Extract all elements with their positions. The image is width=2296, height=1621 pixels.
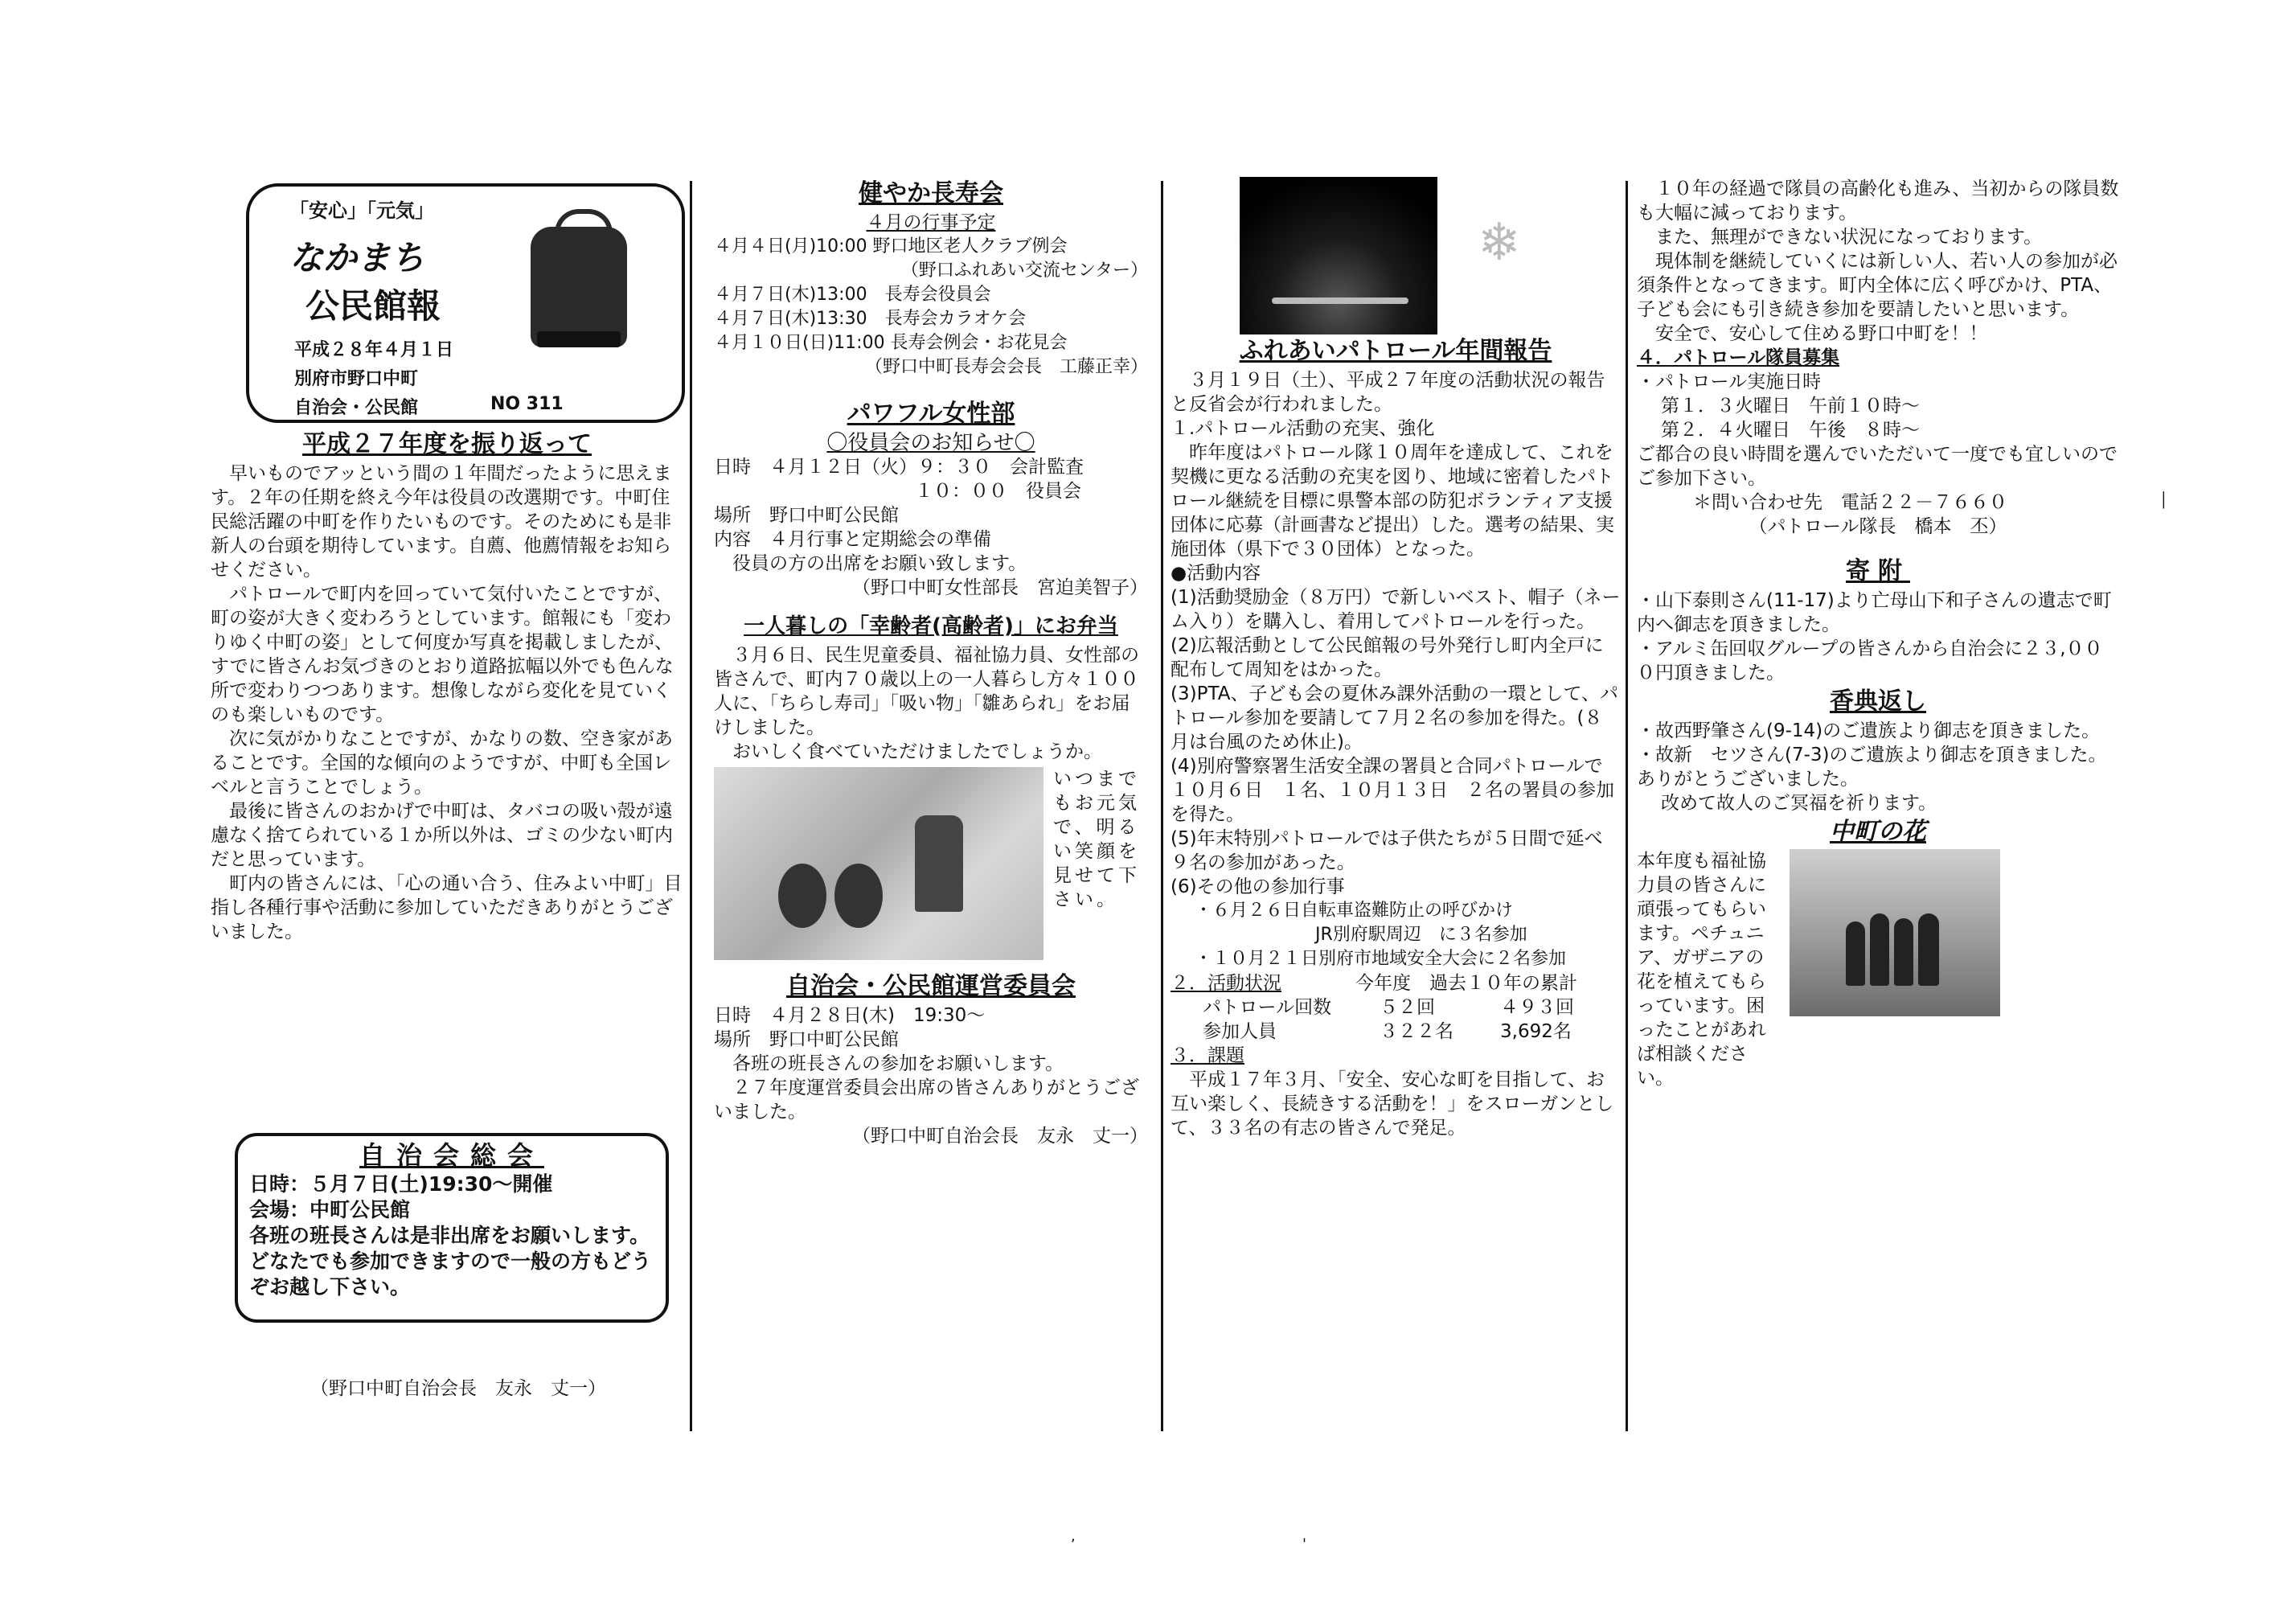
masthead-title-1: なかまち — [289, 238, 425, 277]
continued-paragraph: また、無理ができない状況になっております。 — [1655, 227, 2043, 248]
bento-row — [714, 767, 1148, 960]
reflection-heading: 平成２７年度を振り返って — [302, 430, 592, 458]
snowflake-icon: ❄ — [1478, 213, 1521, 273]
status-this-year: ５２回 — [1380, 997, 1435, 1018]
activity-item: (6)その他の参加行事 — [1171, 876, 1345, 897]
memorial-line: ・故新 セツさん(7-3)のご遺族より御志を頂きました。 ありがとうございました。 — [1637, 745, 2117, 790]
reflection-paragraph: 最後に皆さんのおかげで中町は、タバコの吸い殻が遠慮なく捨てられている１か所以外は、ゴミの少ない町内だと思っています。 — [211, 801, 673, 870]
women-line: 日時 ４月１２日（火）９：３０ 会計監査 — [714, 457, 1084, 478]
col1-signature-wrap — [241, 1377, 675, 1401]
bento-paragraph: ３月６日、民生児童委員、福祉協力員、女性部の皆さんで、町内７０歳以上の一人暮らし方々１００人に、「ちらし寿司」「吸い物」「雛あられ」をお届けしました。 — [714, 645, 1139, 738]
longevity-line: ４月７日(木)13:00 長寿会役員会 — [714, 285, 991, 305]
general-meeting-line: 日時：５月７日(土)19:30～開催 — [249, 1172, 553, 1196]
women-subtitle: 〇役員会のお知らせ〇 — [826, 431, 1035, 455]
flower-title: 中町の花 — [1830, 818, 1926, 846]
status-total: 3,692名 — [1500, 1021, 1572, 1042]
flower-row — [1637, 849, 2119, 1090]
street-lights — [1272, 298, 1408, 304]
scan-mark: │ — [2159, 492, 2168, 509]
column-divider-1 — [690, 181, 692, 1431]
activity-label: ●活動内容 — [1171, 563, 1261, 584]
column-1 — [211, 428, 683, 944]
school-bag-icon — [531, 227, 627, 347]
status-header-row — [1171, 971, 1621, 995]
recruit-line: ・パトロール実施日時 — [1637, 371, 1822, 392]
recruit-contact: ＊問い合わせ先 電話２２－７６６０ — [1693, 492, 2007, 513]
activity-item: (2)広報活動として公民館報の号外発行し町内全戸に配布して周知をはかった。 — [1171, 635, 1604, 680]
general-meeting-line: 会場：中町公民館 — [249, 1198, 411, 1221]
memorial-line: 改めて故人のご冥福を祈ります。 — [1661, 793, 1937, 814]
masthead-location: 別府市野口中町 — [294, 369, 419, 389]
scan-mark: , — [1071, 1528, 1076, 1545]
column-2 — [714, 177, 1148, 1148]
other-event: JR別府駅周辺 に３名参加 — [1315, 925, 1527, 945]
committee-signature: （野口中町自治会長 友永 丈一） — [852, 1126, 1148, 1147]
masthead-publisher: 自治会・公民館 — [294, 398, 419, 418]
masthead-keywords: 「安心」「元気」 — [289, 199, 434, 222]
bento-title: 一人暮しの「幸齢者(高齢者)」にお弁当 — [744, 614, 1118, 638]
status-total: ４９３回 — [1500, 997, 1574, 1018]
doll-figure — [834, 864, 883, 928]
continued-paragraph: 安全で、安心して住める野口中町を！！ — [1655, 323, 1988, 344]
volunteers-photo — [1790, 849, 2000, 1016]
committee-title: 自治会・公民館運営委員会 — [786, 972, 1076, 1000]
reflection-paragraph: 早いものでアッという間の１年間だったように思えます。２年の任期を終え今年は役員の改選期です。中町住民総活躍の中町を作りたいものです。そのためにも是非新人の台頭を期待しています。自薦、他薦情報をお知らせください。 — [211, 463, 672, 581]
other-event: ・１０月２１日別府市地域安全大会に２名参加 — [1195, 949, 1567, 969]
bento-photo — [714, 767, 1043, 960]
person-figure — [1870, 913, 1889, 986]
person-figure — [1846, 921, 1865, 986]
recruit-line: 第１．３火曜日 午前１０時～ — [1661, 396, 1920, 417]
patrol-title: ふれあいパトロール年間報告 — [1239, 337, 1552, 365]
committee-line: 日時 ４月２８日(木) 19:30～ — [714, 1005, 986, 1026]
recruit-line: ご都合の良い時間を選んでいただいて一度でも宜しいのでご参加下さい。 — [1637, 444, 2118, 489]
activity-item: (4)別府警察署生活安全課の署員と合同パトロールで１０月６日 １名、１０月１３日 ２名の署員の参加を得た。 — [1171, 756, 1614, 825]
longevity-line: ４月７日(木)13:30 長寿会カラオケ会 — [714, 309, 1027, 329]
bento-side-text: いつまでもお元気で、明るい笑顔を見せて下さい。 — [1053, 769, 1140, 910]
recruit-line: 第２．４火曜日 午後 ８時～ — [1661, 420, 1920, 441]
masthead-date: 平成２８年４月１日 — [294, 340, 454, 360]
status-row — [1171, 995, 1621, 1020]
longevity-subtitle: ４月の行事予定 — [866, 212, 996, 233]
col1-signature: （野口中町自治会長 友永 丈一） — [310, 1378, 606, 1399]
column-3 — [1171, 177, 1621, 1140]
committee-line: 各班の班長さんの参加をお願いします。 — [732, 1053, 1064, 1074]
patrol-section-1-title: １.パトロール活動の充実、強化 — [1171, 418, 1435, 439]
recruit-leader: （パトロール隊長 橋本 丕） — [1749, 516, 2007, 537]
masthead-issue: NO 311 — [490, 394, 564, 414]
general-meeting-line: 各班の班長さんは是非出席をお願いします。どなたでも参加できますので一般の方もどうぞお越し下さい。 — [249, 1224, 652, 1299]
night-patrol-photo — [1240, 177, 1437, 334]
women-line: 場所 野口中町公民館 — [714, 505, 899, 526]
masthead — [246, 183, 685, 423]
other-event: ・６月２６日自転車盗難防止の呼びかけ — [1195, 901, 1514, 921]
longevity-title: 健やか長寿会 — [859, 179, 1003, 207]
memorial-line: ・故西野肇さん(9-14)のご遺族より御志を頂きました。 — [1637, 720, 2101, 741]
longevity-line: ４月１０日(日)11:00 長寿会例会・お花見会 — [714, 333, 1068, 353]
bento-paragraph-2: おいしく食べていただけましたでしょうか。 — [732, 741, 1102, 762]
doll-figure — [778, 864, 826, 928]
longevity-signature: （野口中町長寿会会長 工藤正幸） — [864, 357, 1148, 377]
women-line: 役員の方の出席をお願い致します。 — [732, 553, 1027, 574]
continued-paragraph: 現体制を継続していくには新しい人、若い人の参加が必須条件となってきます。町内全体に広く呼びかけ、PTA、子ども会にも引き続き参加を要請したいと思います。 — [1637, 251, 2118, 320]
women-title: パワフル女性部 — [847, 400, 1015, 428]
status-this-year: ３２２名 — [1380, 1021, 1453, 1042]
person-figure — [1894, 918, 1913, 986]
general-meeting-title: 自治会総会 — [359, 1140, 544, 1171]
women-signature: （野口中町女性部長 宮迫美智子） — [852, 577, 1148, 598]
container-shape — [915, 815, 963, 912]
women-line: 内容 ４月行事と定期総会の準備 — [714, 529, 991, 550]
recruit-title: ４．パトロール隊員募集 — [1637, 347, 1840, 368]
patrol-section-2-title: ２．活動状況 — [1171, 973, 1281, 994]
column-divider-2 — [1161, 181, 1163, 1431]
patrol-section-3-title: ３．課題 — [1171, 1045, 1244, 1066]
longevity-line: （野口ふれあい交流センター） — [900, 261, 1148, 281]
activity-item: (1)活動奨励金（８万円）で新しいベスト、帽子（ネーム入り）を購入し、着用してパトロールを行った。 — [1171, 587, 1621, 632]
person-figure — [1918, 913, 1939, 986]
flower-text: 本年度も福祉協力員の皆さんに頑張ってもらいます。ペチュニア、ガザニアの花を植えてもらっています。困ったことがあれば相談ください。 — [1637, 851, 1766, 1089]
patrol-section-1-paragraph: 昨年度はパトロール隊１０周年を達成して、これを契機に更なる活動の充実を図り、地域に密着したパトロール継続を目標に県警本部の防犯ボランティア支援団体に応募（計画書など提出）した。選考の結果、実施団体（県下で３０団体）となった。 — [1171, 442, 1614, 560]
status-label: パトロール回数 — [1203, 997, 1332, 1018]
column-divider-3 — [1626, 181, 1628, 1431]
donation-title: 寄附 — [1846, 557, 1910, 585]
general-meeting-box — [235, 1133, 669, 1323]
masthead-title-2: 公民館報 — [305, 286, 441, 326]
column-4 — [1637, 177, 2119, 1090]
donation-line: ・アルミ缶回収グループの皆さんから自治会に２３,０００円頂きました。 — [1637, 638, 2103, 683]
donation-line: ・山下泰則さん(11-17)より亡母山下和子さんの遺志で町内へ御志を頂きました。 — [1637, 590, 2112, 635]
reflection-paragraph: 次に気がかりなことですが、かなりの数、空き家があることです。全国的な傾向のようですが、中町も全国レベルと言うことでしょう。 — [211, 728, 673, 798]
status-row — [1171, 1020, 1621, 1044]
longevity-line: ４月４日(月)10:00 野口地区老人クラブ例会 — [714, 236, 1068, 256]
activity-item: (3)PTA、子ども会の夏休み課外活動の一環として、パトロール参加を要請して７月２名の参加を得た。(８月は台風のため休止)。 — [1171, 683, 1618, 753]
status-header: 今年度 過去１０年の累計 — [1355, 973, 1577, 994]
reflection-paragraph: パトロールで町内を回っていて気付いたことですが、町の姿が大きく変わろうとしています。館報にも「変わりゆく中町の姿」として何度か写真を掲載しましたが、すでに皆さんお気づきのとおり道路拡幅以外でも色んな所で変わりつつあります。想像しながら変化を見ていくのも楽しいものです。 — [211, 584, 674, 725]
reflection-paragraph: 町内の皆さんには、「心の通い合う、住みよい中町」目指し各種行事や活動に参加していただきありがとうございました。 — [211, 873, 683, 942]
continued-paragraph: １０年の経過で隊員の高齢化も進み、当初からの隊員数も大幅に減っております。 — [1637, 179, 2119, 224]
status-label: 参加人員 — [1203, 1021, 1277, 1042]
committee-line: ２７年度運営委員会出席の皆さんありがとうございました。 — [714, 1077, 1139, 1122]
patrol-section-3-paragraph: 平成１７年３月、「安全、安心な町を目指して、お互い楽しく、長続きする活動を！」をスローガンとして、３３名の有志の皆さんで発足。 — [1171, 1069, 1614, 1139]
committee-line: 場所 野口中町公民館 — [714, 1029, 899, 1050]
memorial-title: 香典返し — [1830, 687, 1926, 716]
activity-item: (5)年末特別パトロールでは子供たちが５日間で延べ９名の参加があった。 — [1171, 828, 1603, 873]
patrol-intro: ３月１９日（土）、平成２７年度の活動状況の報告と反省会が行われました。 — [1171, 370, 1605, 415]
women-line: １０：００ 役員会 — [915, 481, 1081, 502]
scan-mark: ' — [1302, 1536, 1306, 1553]
